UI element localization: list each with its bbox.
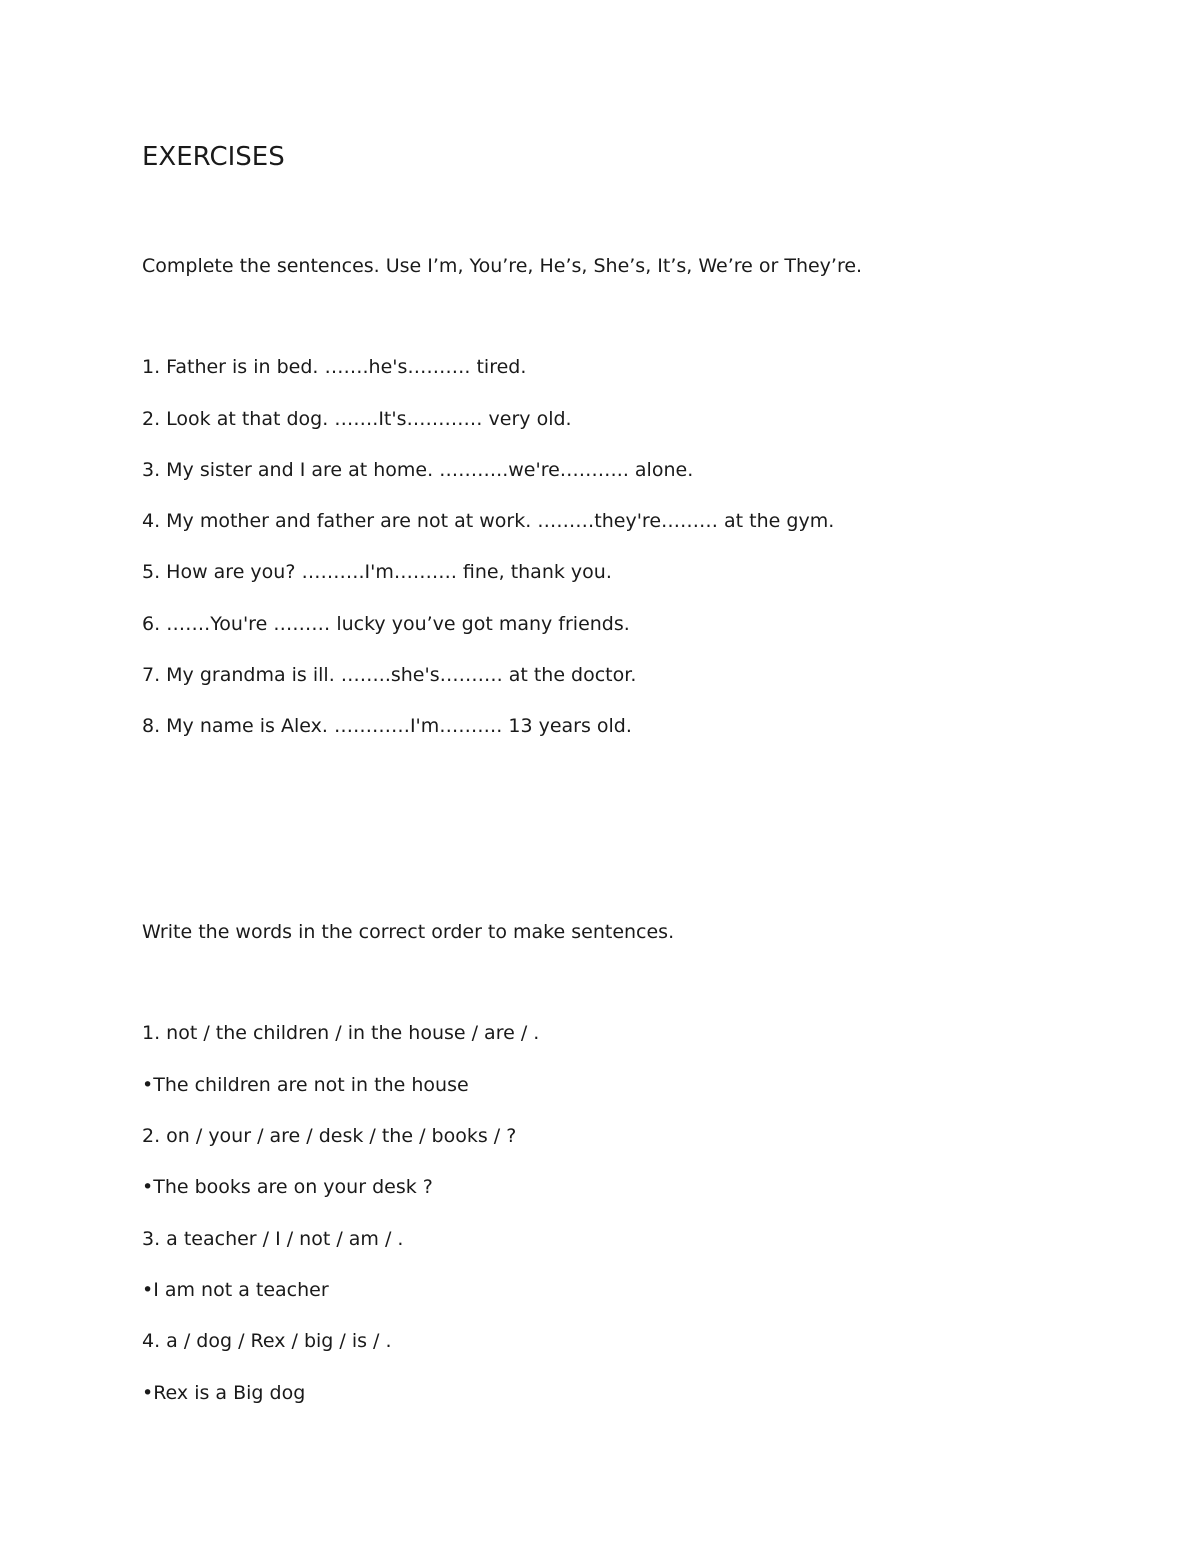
exercise2-answer-2: •The books are on your desk ? — [142, 1176, 433, 1198]
page-title: EXERCISES — [142, 142, 285, 172]
exercise2-answer-3: •I am not a teacher — [142, 1279, 329, 1301]
exercise1-item-2: 2. Look at that dog. …….It's………… very old. — [142, 408, 572, 430]
section1-instruction: Complete the sentences. Use I’m, You’re, He’s, She’s, It’s, We’re or They’re. — [142, 255, 863, 277]
exercise1-item-3: 3. My sister and I are at home. ………..we're……….. alone. — [142, 459, 694, 481]
exercise1-item-6: 6. …….You're ……… lucky you’ve got many friends. — [142, 613, 630, 635]
exercise1-item-7: 7. My grandma is ill. ……..she's………. at the doctor. — [142, 664, 637, 686]
exercise2-prompt-4: 4. a / dog / Rex / big / is / . — [142, 1330, 392, 1352]
exercise1-item-8: 8. My name is Alex. …………I'm………. 13 years old. — [142, 715, 632, 737]
exercise1-item-5: 5. How are you? ……….I'm………. fine, thank you. — [142, 561, 612, 583]
exercise2-prompt-2: 2. on / your / are / desk / the / books / ? — [142, 1125, 517, 1147]
exercise2-answer-1: •The children are not in the house — [142, 1074, 469, 1096]
exercise2-prompt-3: 3. a teacher / I / not / am / . — [142, 1228, 404, 1250]
exercise1-item-1: 1. Father is in bed. …….he's………. tired. — [142, 356, 527, 378]
exercise1-item-4: 4. My mother and father are not at work. ………they're……… at the gym. — [142, 510, 835, 532]
section2-instruction: Write the words in the correct order to make sentences. — [142, 921, 675, 943]
exercise2-answer-4: •Rex is a Big dog — [142, 1382, 306, 1404]
exercise2-prompt-1: 1. not / the children / in the house / are / . — [142, 1022, 540, 1044]
